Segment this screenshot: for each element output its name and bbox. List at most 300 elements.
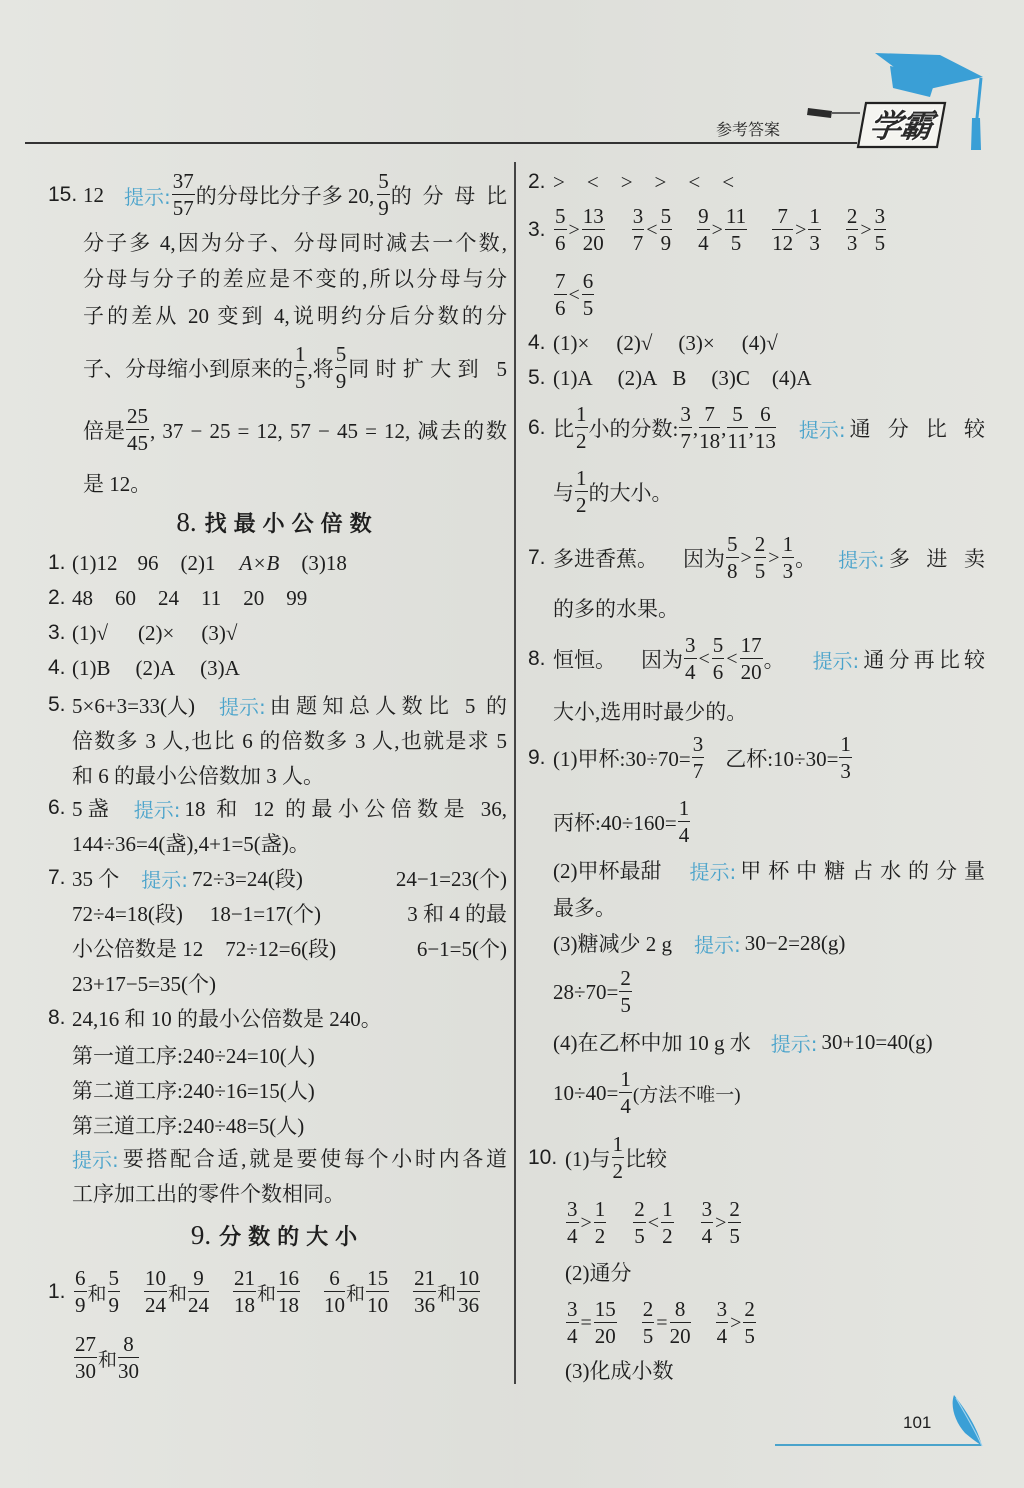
answer-9-3 bbox=[528, 198, 887, 262]
section-number: 8. bbox=[176, 506, 197, 537]
fraction-pair bbox=[323, 1268, 390, 1316]
answer-text: 因为 bbox=[683, 547, 725, 571]
answer-text: 同时扩大到 5 bbox=[348, 357, 507, 381]
answer-text: 分子多 4,因为分子、分母同时减去一个数, bbox=[83, 231, 507, 255]
fraction bbox=[457, 1268, 480, 1316]
numerator: 1 bbox=[620, 1067, 631, 1091]
answer-text: 与 bbox=[553, 481, 574, 505]
answer-text: 24−1=23(个) bbox=[395, 867, 507, 891]
answer-text: (2)通分 bbox=[565, 1261, 632, 1285]
answer-text: 99 bbox=[286, 585, 308, 610]
answer-text: 最多。 bbox=[553, 896, 616, 920]
answer-text: 5×6+3=33(人) bbox=[72, 694, 196, 718]
numerator: 11 bbox=[725, 204, 747, 228]
fraction bbox=[366, 1268, 389, 1316]
answer-text: (3)化成小数 bbox=[565, 1359, 674, 1383]
fraction-comparison bbox=[845, 206, 887, 254]
fraction bbox=[118, 1334, 139, 1382]
numerator: 5 bbox=[660, 204, 672, 228]
answer-text: (2)× bbox=[138, 620, 175, 645]
fraction bbox=[772, 206, 793, 254]
answer-text: (3)糖减少 2 g bbox=[553, 932, 672, 956]
denominator: 5 bbox=[634, 1224, 645, 1248]
denominator: 7 bbox=[692, 759, 704, 783]
fraction bbox=[692, 734, 705, 782]
denominator: 5 bbox=[744, 1324, 755, 1348]
numerator: 37 bbox=[172, 169, 194, 193]
denominator: 9 bbox=[378, 196, 389, 220]
comparison-symbol: < bbox=[722, 169, 735, 194]
comparison-symbol: < bbox=[586, 169, 599, 194]
numerator: 7 bbox=[555, 269, 566, 293]
answer-text: (3)C bbox=[711, 365, 750, 390]
numerator: 3 bbox=[567, 1297, 578, 1321]
comparison-symbol: > bbox=[711, 218, 723, 241]
fraction bbox=[846, 206, 859, 254]
numerator: 7 bbox=[699, 404, 720, 428]
numerator: 6 bbox=[582, 269, 594, 293]
answer-text: (2)A bbox=[135, 655, 176, 680]
denominator: 6 bbox=[555, 231, 566, 255]
denominator: 36 bbox=[414, 1293, 436, 1317]
denominator: 9 bbox=[108, 1293, 120, 1317]
answer-text: 分母与分子的差应是不变的,所以分母与分 bbox=[83, 267, 507, 291]
numerator: 10 bbox=[145, 1266, 167, 1290]
answer-text: 子的差从 20 变到 4,说明约分后分数的分 bbox=[83, 304, 507, 328]
denominator: 5 bbox=[754, 559, 766, 583]
fraction bbox=[726, 534, 739, 582]
denominator: 13 bbox=[754, 429, 776, 453]
fraction bbox=[294, 344, 307, 392]
question-number: 7. bbox=[48, 866, 66, 889]
denominator: 20 bbox=[582, 231, 604, 255]
answer-text: 甲杯中糖占水的分量 bbox=[740, 859, 985, 883]
answer-9-9-2 bbox=[553, 838, 985, 902]
denominator: 9 bbox=[660, 231, 672, 255]
numerator: 5 bbox=[555, 204, 566, 228]
fraction bbox=[701, 1199, 714, 1247]
fraction bbox=[126, 406, 149, 454]
hint-label: 提示: bbox=[219, 694, 266, 719]
question-number: 1. bbox=[48, 1280, 66, 1303]
comparison-symbol: < bbox=[646, 218, 658, 241]
answer-9-9-1 bbox=[528, 726, 853, 790]
conjunction-text: 和 bbox=[98, 1349, 118, 1371]
hint-label: 提示: bbox=[798, 417, 846, 442]
fraction bbox=[612, 1134, 625, 1182]
answer-text: 倍是 bbox=[83, 419, 125, 443]
answer-text: (1)√ bbox=[72, 620, 109, 645]
separator-text: , bbox=[692, 415, 699, 440]
numerator: 2 bbox=[620, 966, 631, 990]
answer-15-line-5 bbox=[83, 336, 507, 400]
answer-text: 18−1=17(个) bbox=[209, 902, 322, 926]
numerator: 27 bbox=[75, 1332, 96, 1356]
numerator: 3 bbox=[701, 1197, 713, 1221]
fraction bbox=[808, 206, 821, 254]
answer-text: 28÷70= bbox=[553, 979, 619, 1004]
denominator: 24 bbox=[145, 1293, 167, 1317]
answer-text: 5 盏 bbox=[72, 797, 109, 821]
denominator: 3 bbox=[840, 759, 851, 783]
numerator: 5 bbox=[727, 404, 747, 428]
denominator: 5 bbox=[620, 993, 631, 1017]
numerator: 21 bbox=[414, 1266, 436, 1290]
answer-text: 多进卖 bbox=[888, 547, 985, 571]
fraction bbox=[728, 1199, 741, 1247]
fraction bbox=[188, 1268, 209, 1316]
conjunction-text: 和 bbox=[168, 1283, 188, 1305]
numerator: 1 bbox=[612, 1132, 623, 1156]
fraction bbox=[712, 635, 725, 683]
numerator: 2 bbox=[642, 1297, 654, 1321]
hint-label: 提示: bbox=[124, 184, 171, 209]
answer-text: 24 bbox=[158, 585, 179, 610]
numerator: 15 bbox=[594, 1297, 616, 1321]
conjunction-text: 和 bbox=[87, 1283, 107, 1305]
numerator: 2 bbox=[744, 1297, 755, 1321]
fraction bbox=[782, 534, 795, 582]
denominator: 30 bbox=[75, 1359, 96, 1383]
denominator: 9 bbox=[335, 369, 347, 393]
fraction bbox=[660, 206, 673, 254]
answer-text: 要搭配合适,就是要使每个小时内各道 bbox=[122, 1147, 507, 1171]
denominator: 4 bbox=[567, 1224, 578, 1248]
fraction bbox=[582, 206, 605, 254]
fraction-pair bbox=[232, 1268, 301, 1316]
answer-text: 的大小。 bbox=[588, 481, 673, 505]
answer-text: 72÷4=18(段) bbox=[72, 902, 183, 926]
numerator: 5 bbox=[727, 532, 738, 556]
fraction bbox=[633, 1199, 646, 1247]
answer-text: 的分母比分子多 20, bbox=[195, 184, 375, 208]
question-number: 1. bbox=[48, 551, 66, 574]
answer-text: 23+17−5=35(个) bbox=[72, 972, 217, 996]
question-number: 2. bbox=[48, 586, 66, 609]
answer-text: 通分再比较 bbox=[863, 648, 985, 672]
answer-text: 30+10=40(g) bbox=[821, 1029, 933, 1054]
numerator: 10 bbox=[458, 1266, 480, 1290]
numerator: 25 bbox=[127, 404, 148, 428]
fraction bbox=[324, 1268, 345, 1316]
denominator: 36 bbox=[458, 1293, 480, 1317]
numerator: 3 bbox=[692, 732, 704, 756]
question-number: 8. bbox=[528, 647, 546, 670]
answer-note: (方法不唯一) bbox=[632, 1084, 741, 1106]
question-number: 4. bbox=[48, 656, 66, 679]
answer-text: (1)A bbox=[553, 365, 593, 390]
denominator: 20 bbox=[669, 1324, 691, 1348]
answer-9-9-4-cont bbox=[553, 1061, 741, 1125]
question-number: 15. bbox=[48, 183, 78, 206]
question-number: 5. bbox=[528, 366, 546, 389]
numerator: 1 bbox=[678, 796, 690, 820]
denominator: 20 bbox=[740, 660, 762, 684]
numerator: 2 bbox=[729, 1197, 740, 1221]
fraction bbox=[697, 206, 710, 254]
fraction bbox=[277, 1268, 300, 1316]
fraction-comparison bbox=[715, 1299, 757, 1347]
answer-text: ,将 bbox=[307, 357, 334, 381]
numerator: 9 bbox=[188, 1268, 209, 1292]
denominator: 4 bbox=[716, 1324, 728, 1348]
answer-text: 72÷12=6(段) bbox=[225, 937, 337, 961]
comparison-symbol: > bbox=[860, 218, 872, 241]
answer-text: 3 和 4 的最 bbox=[407, 902, 507, 926]
comparison-symbol: > bbox=[620, 169, 633, 194]
answer-text: (1)甲杯:30÷70= bbox=[553, 747, 691, 771]
answer-text: 的分母比 bbox=[390, 184, 507, 208]
comparison-symbol: > bbox=[795, 218, 807, 241]
question-number: 4. bbox=[528, 331, 546, 354]
denominator: 5 bbox=[642, 1324, 654, 1348]
numerator: 6 bbox=[324, 1268, 345, 1292]
answer-text: (2)A bbox=[617, 365, 658, 390]
answer-text: 第三道工序:240÷48=5(人) bbox=[72, 1114, 305, 1138]
answer-text: , 37 − 25 = 12, 57 − 45 = 12, 减去的数 bbox=[150, 419, 507, 443]
fraction-pair bbox=[143, 1268, 210, 1316]
answer-text: 恒恒。 bbox=[553, 648, 616, 672]
fraction bbox=[233, 1268, 256, 1316]
answer-text: 小公倍数是 12 bbox=[72, 937, 204, 961]
comparison-symbol: < bbox=[688, 169, 701, 194]
denominator: 2 bbox=[576, 493, 587, 517]
question-number: 8. bbox=[48, 1006, 66, 1029]
denominator: 20 bbox=[594, 1324, 616, 1348]
numerator: 3 bbox=[874, 204, 886, 228]
numerator: 5 bbox=[378, 169, 389, 193]
comparison-symbol: > bbox=[715, 1211, 727, 1234]
numerator: 1 bbox=[576, 402, 587, 426]
comparison-symbol: < bbox=[698, 647, 710, 670]
equals-symbol: = bbox=[580, 1311, 592, 1334]
section-title-9 bbox=[48, 1203, 507, 1267]
fraction-comparison bbox=[553, 206, 606, 254]
answer-text: 第一道工序:240÷24=10(人) bbox=[72, 1044, 315, 1068]
answer-text: 多进香蕉。 bbox=[553, 547, 658, 571]
answer-text: (3)√ bbox=[201, 620, 238, 645]
fraction bbox=[335, 344, 348, 392]
question-number: 6. bbox=[48, 796, 66, 819]
denominator: 2 bbox=[576, 429, 587, 453]
answer-text: 第二道工序:240÷16=15(人) bbox=[72, 1079, 315, 1103]
fraction bbox=[725, 206, 747, 254]
denominator: 2 bbox=[662, 1224, 673, 1248]
fraction bbox=[413, 1268, 436, 1316]
numerator: 5 bbox=[108, 1266, 120, 1290]
numerator: 5 bbox=[712, 633, 724, 657]
answer-text: (4)A bbox=[771, 365, 812, 390]
fraction bbox=[699, 404, 720, 452]
answer-text: (2)甲杯最甜 bbox=[553, 859, 662, 883]
denominator: 18 bbox=[699, 429, 721, 453]
denominator: 4 bbox=[698, 231, 709, 255]
comparison-symbol: < bbox=[647, 1211, 660, 1234]
question-number: 10. bbox=[528, 1146, 558, 1169]
fraction-comparison bbox=[631, 206, 673, 254]
answer-text: 由题知总人数比 5 的 bbox=[269, 694, 507, 718]
answer-text: 通分比较 bbox=[849, 417, 985, 441]
numerator: 1 bbox=[295, 342, 306, 366]
denominator: 5 bbox=[582, 296, 594, 320]
answer-text: (4)在乙杯中加 10 g 水 bbox=[553, 1031, 751, 1055]
answer-text: (2)√ bbox=[616, 330, 653, 355]
numerator: 3 bbox=[716, 1297, 728, 1321]
denominator: 2 bbox=[612, 1159, 623, 1183]
answer-text: 6−1=5(个) bbox=[416, 937, 507, 961]
fraction-comparison bbox=[771, 206, 822, 254]
numerator: 1 bbox=[840, 732, 851, 756]
answer-text: A×B bbox=[239, 550, 280, 575]
numerator: 8 bbox=[118, 1334, 139, 1358]
answer-text: 。 bbox=[795, 547, 817, 571]
numerator: 7 bbox=[772, 206, 793, 230]
fraction bbox=[839, 734, 852, 782]
answer-text: (3)A bbox=[200, 655, 240, 680]
fraction bbox=[661, 1199, 674, 1247]
denominator: 2 bbox=[594, 1224, 606, 1248]
answer-text: 的多的水果。 bbox=[553, 597, 679, 621]
answer-text: 30−2=28(g) bbox=[744, 930, 846, 955]
denominator: 3 bbox=[809, 231, 820, 255]
answer-text: (4)√ bbox=[741, 330, 778, 355]
hint-label: 提示: bbox=[72, 1147, 119, 1172]
logo-bar-icon bbox=[807, 108, 832, 118]
answer-9-10-3 bbox=[565, 1338, 674, 1402]
fraction bbox=[108, 1268, 121, 1316]
fraction bbox=[740, 635, 763, 683]
answer-text: 。 bbox=[763, 648, 785, 672]
answer-text: 比 bbox=[553, 417, 574, 441]
denominator: 9 bbox=[75, 1293, 86, 1317]
question-number: 9. bbox=[528, 746, 546, 769]
denominator: 5 bbox=[730, 231, 742, 255]
fraction bbox=[727, 404, 747, 452]
numerator: 3 bbox=[567, 1197, 578, 1221]
fraction bbox=[743, 1299, 756, 1347]
numerator: 2 bbox=[754, 532, 766, 556]
question-number: 5. bbox=[48, 693, 66, 716]
answer-text: B bbox=[672, 365, 687, 390]
numerator: 1 bbox=[576, 466, 587, 490]
comparison-symbol: > bbox=[730, 1311, 742, 1334]
hint-label: 提示: bbox=[689, 859, 737, 884]
denominator: 4 bbox=[685, 660, 696, 684]
fraction-comparison bbox=[700, 1199, 742, 1247]
fraction bbox=[619, 968, 632, 1016]
fraction-comparison bbox=[696, 206, 748, 254]
numerator: 1 bbox=[782, 532, 794, 556]
answer-text: 因为 bbox=[641, 648, 683, 672]
comparison-symbol: > bbox=[553, 169, 565, 194]
answer-9-1-cont bbox=[73, 1326, 140, 1390]
numerator: 17 bbox=[740, 633, 762, 657]
answer-text: 18 和 12 的最小公倍数是 36, bbox=[184, 797, 507, 821]
numerator: 2 bbox=[634, 1197, 645, 1221]
fraction-comparison bbox=[632, 1199, 674, 1247]
hint-label: 提示: bbox=[133, 797, 181, 822]
answer-text: 12 bbox=[83, 182, 104, 207]
fraction bbox=[554, 206, 567, 254]
fraction bbox=[575, 468, 588, 516]
separator-text: , bbox=[721, 415, 727, 440]
fraction bbox=[716, 1299, 729, 1347]
denominator: 18 bbox=[234, 1293, 256, 1317]
question-number: 3. bbox=[48, 621, 66, 644]
question-number: 6. bbox=[528, 416, 546, 439]
comparison-symbol: < bbox=[568, 283, 580, 306]
fraction bbox=[684, 635, 697, 683]
answer-9-10-1 bbox=[528, 1126, 667, 1190]
answer-text: (3)× bbox=[678, 330, 715, 355]
denominator: 18 bbox=[278, 1293, 300, 1317]
comparison-symbol: > bbox=[580, 1211, 592, 1234]
answer-text: 11 bbox=[201, 585, 222, 610]
section-heading: 分数的大小 bbox=[219, 1224, 365, 1250]
comparison-symbol: < bbox=[726, 647, 738, 670]
denominator: 10 bbox=[367, 1293, 389, 1317]
answer-text: 35 个 bbox=[72, 867, 120, 891]
denominator: 10 bbox=[324, 1293, 346, 1317]
hint-label: 提示: bbox=[812, 648, 860, 673]
question-number: 3. bbox=[528, 218, 546, 241]
equals-symbol: = bbox=[656, 1311, 668, 1334]
header-rule bbox=[25, 142, 857, 144]
answer-text: 48 bbox=[72, 585, 93, 610]
denominator: 4 bbox=[567, 1324, 578, 1348]
fraction bbox=[575, 404, 588, 452]
fraction-pair bbox=[73, 1334, 140, 1382]
comparison-symbol: > bbox=[568, 218, 580, 241]
answer-text: 72÷3=24(段) bbox=[192, 867, 303, 891]
denominator: 11 bbox=[727, 429, 748, 453]
denominator: 5 bbox=[729, 1224, 740, 1248]
fraction bbox=[144, 1268, 167, 1316]
answer-text: (3)18 bbox=[301, 550, 347, 575]
fraction-pair bbox=[412, 1268, 481, 1316]
denominator: 5 bbox=[874, 231, 886, 255]
answer-9-1 bbox=[48, 1260, 481, 1324]
fraction bbox=[754, 534, 767, 582]
answer-text: 60 bbox=[115, 585, 136, 610]
conjunction-text: 和 bbox=[257, 1283, 277, 1305]
denominator: 5 bbox=[295, 369, 306, 393]
numerator: 9 bbox=[698, 204, 709, 228]
numerator: 21 bbox=[234, 1266, 256, 1290]
denominator: 7 bbox=[680, 429, 691, 453]
numerator: 5 bbox=[335, 342, 347, 366]
denominator: 24 bbox=[188, 1293, 210, 1317]
denominator: 45 bbox=[127, 431, 148, 455]
fraction bbox=[679, 404, 692, 452]
denominator: 57 bbox=[172, 196, 194, 220]
answer-text: (2)1 bbox=[180, 550, 216, 575]
answer-text: 乙杯:10÷30= bbox=[725, 747, 839, 771]
fraction bbox=[74, 1268, 87, 1316]
question-number: 2. bbox=[528, 170, 546, 193]
comparison-symbol: > bbox=[740, 546, 752, 569]
numerator: 6 bbox=[755, 404, 776, 428]
answer-text: 子、分母缩小到原来的 bbox=[83, 357, 293, 381]
answer-text: 大小,选用时最少的。 bbox=[553, 700, 748, 724]
denominator: 6 bbox=[555, 296, 566, 320]
answer-text: 比较 bbox=[625, 1147, 667, 1171]
denominator: 3 bbox=[782, 559, 794, 583]
answer-text: 96 bbox=[137, 550, 159, 575]
separator-text: , bbox=[748, 415, 754, 440]
page-number: 101 bbox=[903, 1413, 932, 1432]
answer-text: 24,16 和 10 的最小公倍数是 240。 bbox=[72, 1007, 382, 1031]
